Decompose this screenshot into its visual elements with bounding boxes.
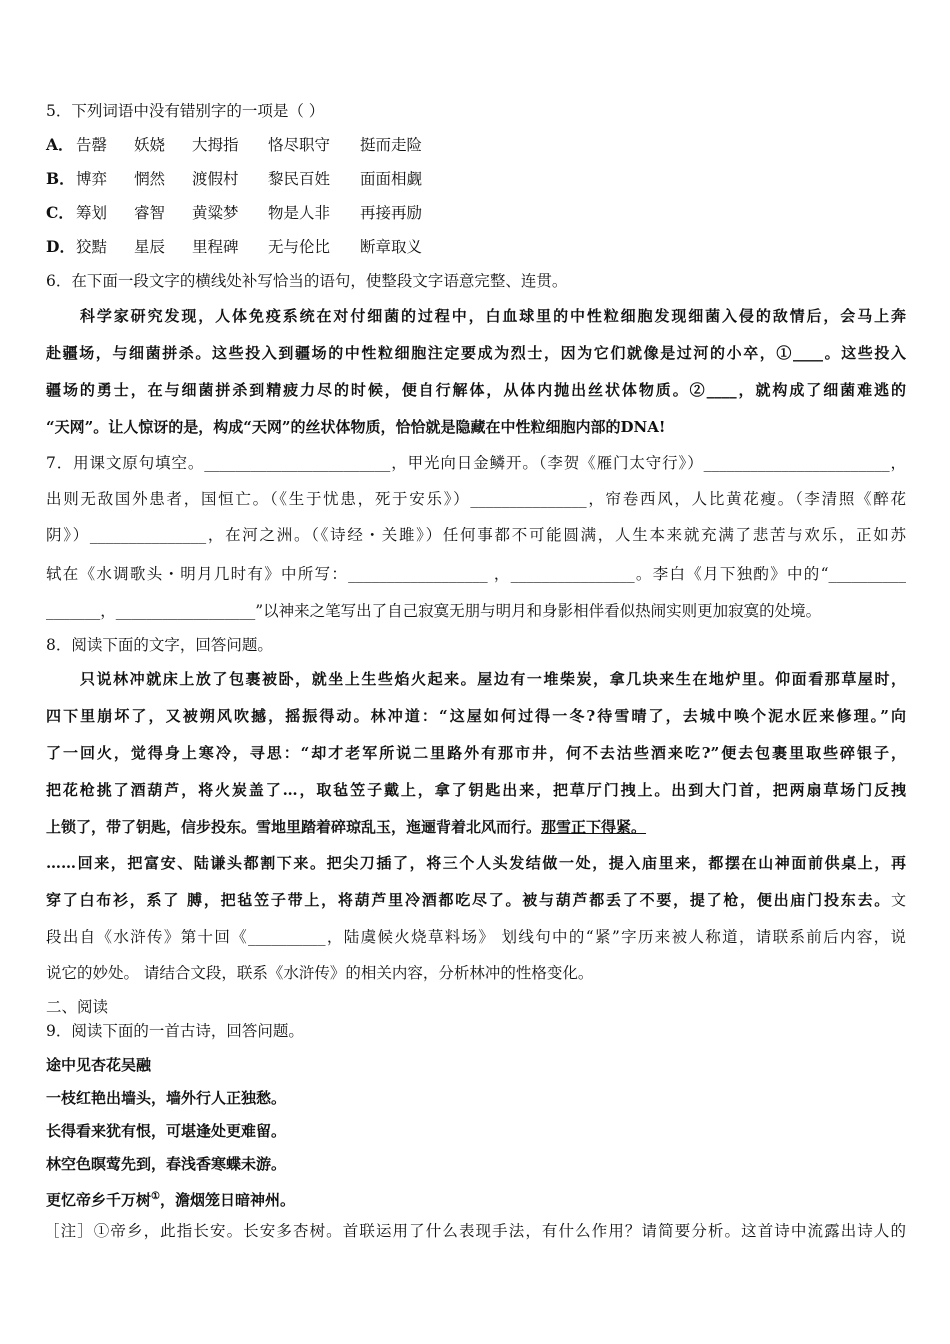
q6-paragraph-line: “天网”。让人惊讶的是，构成“天网”的丝状体物质，恰恰就是隐藏在中性粒细胞内部的DNA!	[46, 418, 666, 436]
q5-option-word: 渡假村	[192, 170, 239, 188]
q5-option-word: 再接再励	[360, 204, 423, 222]
q7-line: 出则无敌国外患者，国恒亡。（《生于忧患，死于安乐》）_______________，帘卷西风，人比黄花瘦。（李清照《醉花	[46, 490, 906, 508]
footnote-mark: ①	[151, 1191, 160, 1202]
q7-line: 7．用课文原句填空。________________________，甲光向日金鳞开。（李贺《雁门太守行》）________________________，	[46, 454, 906, 472]
poem-line: 长得看来犹有恨，可堪逢处更难留。	[46, 1122, 287, 1140]
q5-option-word: 筹划	[76, 204, 108, 222]
q5-stem: 5．下列词语中没有错别字的一项是（ ）	[46, 102, 325, 120]
poem-line	[46, 1186, 906, 1211]
q5-option-label: D．	[46, 237, 75, 256]
q5-option-word: 狡黠	[76, 238, 108, 256]
poem-note: ［注］①帝乡，此指长安。长安多杏树。首联运用了什么表现手法，有什么作用？请简要分析。这首诗中流露出诗人的	[44, 1222, 906, 1240]
poem-text: 更忆帝乡千万树	[46, 1191, 152, 1209]
q8-passage-line	[46, 889, 906, 911]
q5-option-word: 惘然	[134, 170, 166, 188]
q5-option-word: 告罄	[76, 136, 108, 154]
q5-option-label: A．	[46, 135, 74, 154]
q8-question-line: 段出自《水浒传》第十回《__________，陆虞候火烧草料场》 划线句中的“紧”字历来被人称道，请联系前后内容，说	[46, 928, 906, 946]
q8-passage-text: 上锁了，带了钥匙，信步投东。雪地里踏着碎琼乱玉，迤逦背着北风而行。	[46, 818, 542, 836]
q8-underlined-sentence: 那雪正下得紧。	[541, 818, 647, 836]
q5-option-word: 博弈	[76, 170, 108, 188]
q5-option-label: B．	[46, 169, 75, 188]
poem-title: 途中见杏花吴融	[46, 1056, 152, 1074]
q8-passage-line: 四下里崩坏了，又被朔风吹撼，摇振得动。林冲道：“这屋如何过得一冬?待雪晴了，去城中唤个泥水匠来修理。”向	[46, 707, 906, 725]
q5-option-word: 妖娆	[134, 136, 166, 154]
q7-line: _______，__________________”以神来之笔写出了自己寂寞无朋与明月和身影相伴看似热闹实则更加寂寞的处境。	[46, 602, 822, 620]
q8-question-line: 说它的妙处。 请结合文段，联系《水浒传》的相关内容，分析林冲的性格变化。	[46, 964, 594, 982]
q7-line: 轼在《水调歌头・明月几时有》中所写：__________________ ，________________。李白《月下独酌》中的“__________	[46, 565, 906, 583]
q5-option-word: 挺而走险	[360, 136, 423, 154]
q6-stem: 6．在下面一段文字的横线处补写恰当的语句，使整段文字语意完整、连贯。	[46, 272, 568, 290]
q5-option-word: 星辰	[134, 238, 166, 256]
q8-passage-line: 了一回火，觉得身上寒冷，寻思：“却才老军所说二里路外有那市井，何不去沽些酒来吃?”便去包裹里取些碎银子，	[46, 744, 906, 762]
q6-paragraph-line: 疆场的勇士，在与细菌拼杀到精疲力尽的时候，便自行解体，从体内抛出丝状体物质。②____，就构成了细菌难逃的	[46, 381, 906, 399]
q8-passage-line: 把花枪挑了酒葫芦，将火炭盖了…，取毡笠子戴上，拿了钥匙出来，把草厅门拽上。出到大门首，把两扇草场门反拽	[46, 781, 906, 799]
q6-paragraph-line: 科学家研究发现，人体免疫系统在对付细菌的过程中，白血球里的中性粒细胞发现细菌入侵的敌情后，会马上奔	[80, 307, 906, 325]
poem-text: ，澹烟笼日暗神州。	[159, 1191, 295, 1209]
q8-passage-line: 只说林冲就床上放了包裹被卧，就坐上生些焰火起来。屋边有一堆柴炭，拿几块来生在地炉里。仰面看那草屋时，	[80, 670, 906, 688]
q8-passage-text: 穿了白布衫，系了 膊，把毡笠子带上，将葫芦里冷酒都吃尽了。被与葫芦都丢了不要，提了枪，便出庙门投东去。	[46, 891, 891, 909]
q5-option-word: 睿智	[134, 204, 166, 222]
poem-line: 一枝红艳出墙头，墙外行人正独愁。	[46, 1089, 287, 1107]
section-heading: 二、阅读	[46, 998, 109, 1016]
q5-option-word: 里程碑	[192, 238, 239, 256]
q7-line: 阴》）_______________，在河之洲。（《诗经・关雎》）任何事都不可能圆满，人生本来就充满了悲苦与欢乐，正如苏	[46, 526, 906, 544]
q8-stem: 8．阅读下面的文字，回答问题。	[46, 636, 273, 654]
q5-option-word: 黎民百姓	[268, 170, 331, 188]
q5-option-word: 黄粱梦	[192, 204, 239, 222]
poem-line: 林空色暝莺先到，春浅香寒蝶未游。	[46, 1155, 287, 1173]
q5-option-word: 恪尽职守	[268, 136, 331, 154]
q8-passage-text: 文	[890, 891, 906, 909]
q5-option-word: 断章取义	[360, 238, 423, 256]
q8-passage-line: ……回来，把富安、陆谦头都割下来。把尖刀插了，将三个人头发结做一处，提入庙里来，都摆在山神面前供桌上，再	[46, 854, 906, 872]
q5-option-word: 大拇指	[192, 136, 239, 154]
q8-passage-line	[46, 816, 906, 838]
q6-paragraph-line: 赴疆场，与细菌拼杀。这些投入到疆场的中性粒细胞注定要成为烈士，因为它们就像是过河的小卒，①____。这些投入	[46, 344, 906, 362]
q5-option-word: 物是人非	[268, 204, 331, 222]
q5-option-word: 面面相觑	[360, 170, 423, 188]
q5-option-word: 无与伦比	[268, 238, 331, 256]
q5-option-label: C．	[46, 203, 74, 222]
q9-stem: 9．阅读下面的一首古诗，回答问题。	[46, 1022, 304, 1040]
